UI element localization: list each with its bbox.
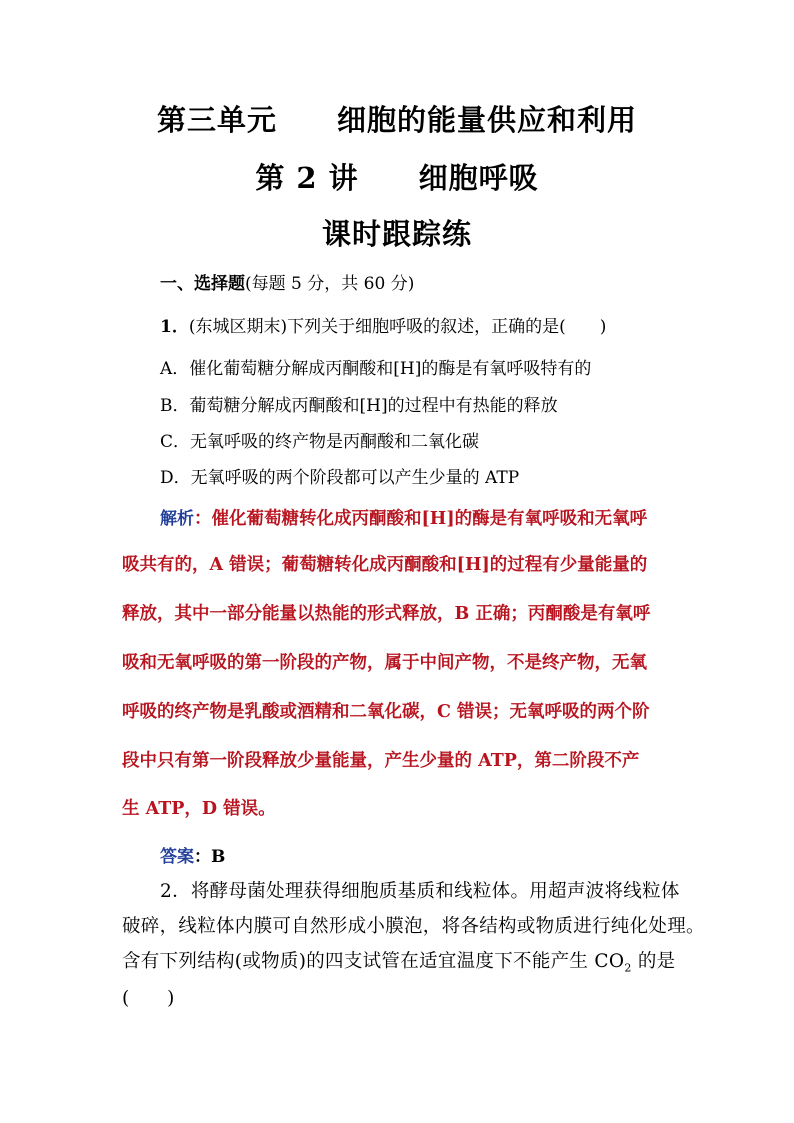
question-1-stem bbox=[160, 312, 720, 337]
section-label: 一、选择题 bbox=[160, 274, 245, 294]
question-2-line: 破碎，线粒体内膜可自然形成小膜泡，将各结构或物质进行纯化处理。 bbox=[122, 916, 705, 937]
question-2-blank: ( ) bbox=[122, 988, 175, 1009]
explanation-line: 段中只有第一阶段释放少量能量，产生少量的 ATP，第二阶段不产 bbox=[122, 751, 640, 771]
option-b: B．葡萄糖分解成丙酮酸和[H]的过程中有热能的释放 bbox=[160, 396, 558, 416]
option-c: C．无氧呼吸的终产物是丙酮酸和二氧化碳 bbox=[160, 432, 480, 452]
practice-title: 课时跟踪练 bbox=[321, 217, 472, 251]
answer-label: 答案 bbox=[160, 847, 194, 867]
explanation-line: 释放，其中一部分能量以热能的形式释放，B 正确；丙酮酸是有氧呼 bbox=[122, 604, 651, 624]
question-number: 1． bbox=[160, 317, 189, 337]
explanation-line: 生 ATP，D 错误。 bbox=[122, 799, 276, 819]
question-source: (东城区期末) bbox=[188, 317, 288, 337]
co2-subscript: 2 bbox=[624, 961, 632, 975]
explanation-line: 吸和无氧呼吸的第一阶段的产物，属于中间产物，不是终产物，无氧 bbox=[122, 653, 647, 673]
question-2-tail: 的是 bbox=[631, 951, 676, 972]
question-2-line: 2．将酵母菌处理获得细胞质基质和线粒体。用超声波将线粒体 bbox=[160, 881, 680, 902]
answer-value: ：B bbox=[194, 847, 226, 867]
explanation-line: 呼吸的终产物是乳酸或酒精和二氧化碳，C 错误；无氧呼吸的两个阶 bbox=[122, 702, 650, 722]
section-heading bbox=[160, 269, 720, 294]
question-2-line bbox=[122, 947, 682, 975]
explanation-line: 吸共有的，A 错误；葡萄糖转化成丙酮酸和[H]的过程有少量能量的 bbox=[122, 555, 648, 575]
unit-title: 第三单元 细胞的能量供应和利用 bbox=[156, 103, 637, 137]
explanation-label: 解析 bbox=[160, 509, 194, 529]
explanation-line bbox=[160, 504, 720, 530]
answer-line bbox=[160, 842, 720, 867]
option-a: A．催化葡萄糖分解成丙酮酸和[H]的酶是有氧呼吸特有的 bbox=[160, 359, 592, 379]
explanation-text: ：催化葡萄糖转化成丙酮酸和[H]的酶是有氧呼吸和无氧呼 bbox=[194, 509, 648, 529]
option-d: D．无氧呼吸的两个阶段都可以产生少量的 ATP bbox=[160, 468, 520, 488]
lecture-title: 第 2 讲 细胞呼吸 bbox=[255, 161, 539, 195]
section-note: (每题 5 分，共 60 分) bbox=[245, 274, 415, 294]
question-2-text: 含有下列结构(或物质)的四支试管在适宜温度下不能产生 CO bbox=[122, 951, 625, 972]
question-text: 下列关于细胞呼吸的叙述，正确的是( ) bbox=[287, 317, 607, 337]
